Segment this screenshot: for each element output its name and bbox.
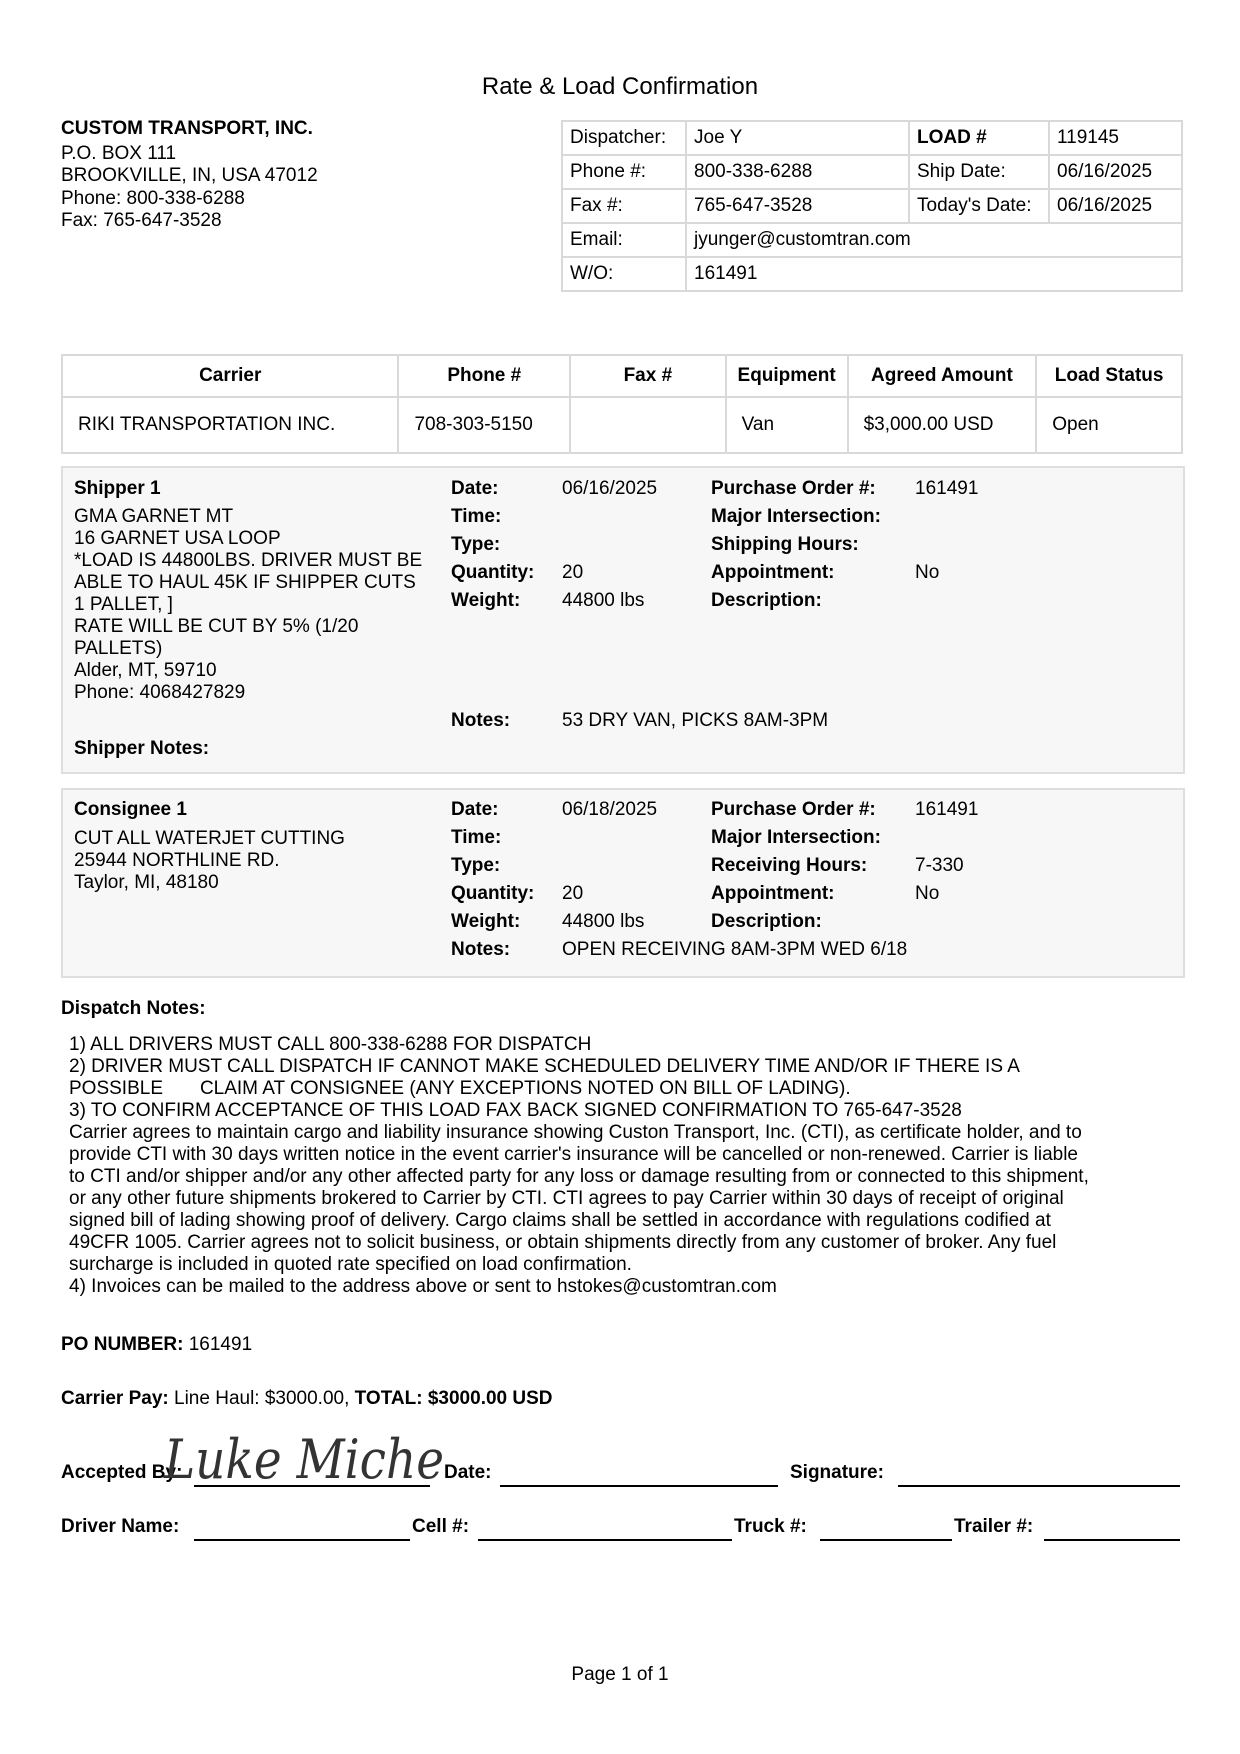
major-intersection-label: Major Intersection: [711, 506, 881, 527]
dispatch-note-line: signed bill of lading showing proof of delivery. Cargo claims shall be settled in accordance with regulations codified at [69, 1210, 1051, 1231]
driver-name-line[interactable] [194, 1539, 410, 1541]
consignee-title: Consignee 1 [74, 799, 187, 820]
document-title: Rate & Load Confirmation [481, 73, 759, 100]
major-intersection-label: Major Intersection: [711, 827, 881, 848]
dispatch-note-line: provide CTI with 30 days written notice in the event carrier's insurance will be cancelled or non-renewed. Carrier is liable [69, 1144, 1078, 1165]
carrier-fax-cell [570, 397, 726, 453]
shipper-weight-value: 44800 lbs [562, 590, 645, 611]
load-status-cell: Open [1036, 397, 1182, 453]
shipper-line: GMA GARNET MT [74, 506, 234, 527]
dispatcher-value: Joe Y [686, 121, 909, 155]
company-line: Fax: 765-647-3528 [61, 210, 222, 231]
po-number-line [61, 1334, 252, 1356]
truck-line[interactable] [820, 1539, 952, 1541]
line-haul-value: Line Haul: $3000.00, [174, 1388, 350, 1409]
ship-date-value: 06/16/2025 [1049, 155, 1182, 189]
shipper-line: PALLETS) [74, 638, 163, 659]
column-header-equipment: Equipment [726, 355, 848, 397]
signature-line[interactable] [898, 1485, 1180, 1487]
type-label: Type: [451, 534, 501, 555]
equipment-cell: Van [726, 397, 848, 453]
consignee-receiving-hours-value: 7-330 [915, 855, 964, 876]
dispatch-info-table [561, 120, 1183, 292]
consignee-line: Taylor, MI, 48180 [74, 872, 219, 893]
shipper-po-value: 161491 [915, 478, 979, 499]
shipper-notes-value: 53 DRY VAN, PICKS 8AM-3PM [562, 710, 829, 731]
consignee-notes-value: OPEN RECEIVING 8AM-3PM WED 6/18 [562, 939, 908, 960]
dispatch-notes-label: Dispatch Notes: [61, 998, 206, 1019]
ship-date-label: Ship Date: [909, 155, 1049, 189]
accepted-by-label: Accepted By: [61, 1462, 183, 1483]
fax-label: Fax #: [562, 189, 686, 223]
appointment-label: Appointment: [711, 562, 835, 583]
trailer-line[interactable] [1044, 1539, 1180, 1541]
phone-value: 800-338-6288 [686, 155, 909, 189]
consignee-appointment-value: No [915, 883, 940, 904]
company-block [61, 118, 318, 233]
column-header-agreed-amount: Agreed Amount [848, 355, 1037, 397]
purchase-order-label: Purchase Order #: [711, 799, 876, 820]
description-label: Description: [711, 590, 822, 611]
driver-name-label: Driver Name: [61, 1516, 180, 1537]
shipper-section [61, 466, 1185, 774]
notes-label: Notes: [451, 939, 511, 960]
purchase-order-label: Purchase Order #: [711, 478, 876, 499]
quantity-label: Quantity: [451, 883, 535, 904]
shipper-line: ABLE TO HAUL 45K IF SHIPPER CUTS [74, 572, 416, 593]
date-label: Date: [444, 1462, 492, 1483]
shipper-quantity-value: 20 [562, 562, 584, 583]
carrier-phone-cell: 708-303-5150 [398, 397, 570, 453]
column-header-fax: Fax # [570, 355, 726, 397]
dispatch-row [562, 121, 1182, 155]
carrier-pay-label: Carrier Pay: [61, 1388, 169, 1409]
todays-date-label: Today's Date: [909, 189, 1049, 223]
type-label: Type: [451, 855, 501, 876]
shipper-title: Shipper 1 [74, 478, 161, 499]
shipper-line: Phone: 4068427829 [74, 682, 246, 703]
table-row [62, 397, 1182, 453]
consignee-line: 25944 NORTHLINE RD. [74, 850, 280, 871]
load-number-label: LOAD # [909, 121, 1049, 155]
dispatch-note-line: 1) ALL DRIVERS MUST CALL 800-338-6288 FOR DISPATCH [69, 1034, 592, 1055]
weight-label: Weight: [451, 590, 521, 611]
shipper-line: Alder, MT, 59710 [74, 660, 217, 681]
column-header-carrier: Carrier [62, 355, 398, 397]
dispatch-note-line: Carrier agrees to maintain cargo and liability insurance showing Custon Transport, Inc. (CTI), as certificate holder, and to [69, 1122, 1082, 1143]
dispatch-note-line: 4) Invoices can be mailed to the address above or sent to hstokes@customtran.com [69, 1276, 777, 1297]
po-number-label: PO NUMBER: [61, 1334, 184, 1355]
carrier-pay-line [61, 1388, 553, 1410]
carrier-name-cell: RIKI TRANSPORTATION INC. [62, 397, 398, 453]
weight-label: Weight: [451, 911, 521, 932]
shipper-line: 16 GARNET USA LOOP [74, 528, 281, 549]
trailer-label: Trailer #: [954, 1516, 1034, 1537]
dispatch-note-line: 3) TO CONFIRM ACCEPTANCE OF THIS LOAD FAX BACK SIGNED CONFIRMATION TO 765-647-3528 [69, 1100, 962, 1121]
agreed-amount-cell: $3,000.00 USD [848, 397, 1037, 453]
signature-label: Signature: [790, 1462, 884, 1483]
column-header-phone: Phone # [398, 355, 570, 397]
todays-date-value: 06/16/2025 [1049, 189, 1182, 223]
total-label: TOTAL: [354, 1388, 423, 1409]
shipper-notes-label: Shipper Notes: [74, 738, 210, 759]
dispatch-note-line: to CTI and/or shipper and/or any other affected party for any loss or damage resulting from or connected to this shipment, [69, 1166, 1089, 1187]
consignee-date-value: 06/18/2025 [562, 799, 658, 820]
load-number-value: 119145 [1049, 121, 1182, 155]
consignee-quantity-value: 20 [562, 883, 584, 904]
company-line: Phone: 800-338-6288 [61, 187, 245, 209]
truck-label: Truck #: [734, 1516, 807, 1537]
company-line: P.O. BOX 111 [61, 142, 177, 164]
appointment-label: Appointment: [711, 883, 835, 904]
total-value: $3000.00 USD [427, 1388, 553, 1409]
description-label: Description: [711, 911, 822, 932]
signature-text: Luke Miche [163, 1428, 444, 1491]
fax-value: 765-647-3528 [686, 189, 909, 223]
shipper-address [74, 506, 454, 704]
dispatch-note-line: or any other future shipments brokered to Carrier by CTI. CTI agrees to pay Carrier within 30 days of receipt of original [69, 1188, 1064, 1209]
time-label: Time: [451, 506, 502, 527]
time-label: Time: [451, 827, 502, 848]
consignee-section [61, 788, 1185, 978]
date-label: Date: [451, 478, 499, 499]
shipping-hours-label: Shipping Hours: [711, 534, 859, 555]
company-name: CUSTOM TRANSPORT, INC. [61, 118, 313, 139]
consignee-weight-value: 44800 lbs [562, 911, 645, 932]
dispatch-notes [69, 1034, 1179, 1298]
shipper-date-value: 06/16/2025 [562, 478, 658, 499]
company-line: BROOKVILLE, IN, USA 47012 [61, 165, 318, 186]
dispatch-note-line: POSSIBLE CLAIM AT CONSIGNEE (ANY EXCEPTIONS NOTED ON BILL OF LADING). [69, 1078, 851, 1099]
shipper-appointment-value: No [915, 562, 940, 583]
consignee-po-value: 161491 [915, 799, 979, 820]
cell-line[interactable] [478, 1539, 732, 1541]
dispatch-row [562, 155, 1182, 189]
po-number-value: 161491 [188, 1334, 253, 1355]
work-order-value: 161491 [686, 257, 1182, 291]
quantity-label: Quantity: [451, 562, 535, 583]
carrier-table-header [62, 355, 1182, 397]
email-label: Email: [562, 223, 686, 257]
date-line[interactable] [500, 1485, 778, 1487]
carrier-table [61, 354, 1183, 454]
column-header-load-status: Load Status [1036, 355, 1182, 397]
dispatch-row [562, 189, 1182, 223]
dispatch-row [562, 257, 1182, 291]
page-number: Page 1 of 1 [571, 1664, 669, 1685]
consignee-address [74, 828, 454, 894]
phone-label: Phone #: [562, 155, 686, 189]
dispatcher-label: Dispatcher: [562, 121, 686, 155]
receiving-hours-label: Receiving Hours: [711, 855, 868, 876]
cell-label: Cell #: [412, 1516, 470, 1537]
shipper-line: *LOAD IS 44800LBS. DRIVER MUST BE [74, 550, 423, 571]
work-order-label: W/O: [562, 257, 686, 291]
handwritten-signature [160, 1420, 450, 1500]
notes-label: Notes: [451, 710, 511, 731]
date-label: Date: [451, 799, 499, 820]
dispatch-note-line: 49CFR 1005. Carrier agrees not to solicit business, or obtain shipments directly from any customer of broker. Any fuel [69, 1232, 1057, 1253]
shipper-line: 1 PALLET, ] [74, 594, 173, 615]
dispatch-note-line: surcharge is included in quoted rate specified on load confirmation. [69, 1254, 632, 1275]
shipper-line: RATE WILL BE CUT BY 5% (1/20 [74, 616, 359, 637]
consignee-line: CUT ALL WATERJET CUTTING [74, 828, 345, 849]
dispatch-row [562, 223, 1182, 257]
email-value: jyunger@customtran.com [686, 223, 1182, 257]
dispatch-note-line: 2) DRIVER MUST CALL DISPATCH IF CANNOT MAKE SCHEDULED DELIVERY TIME AND/OR IF THERE IS A [69, 1056, 1020, 1077]
